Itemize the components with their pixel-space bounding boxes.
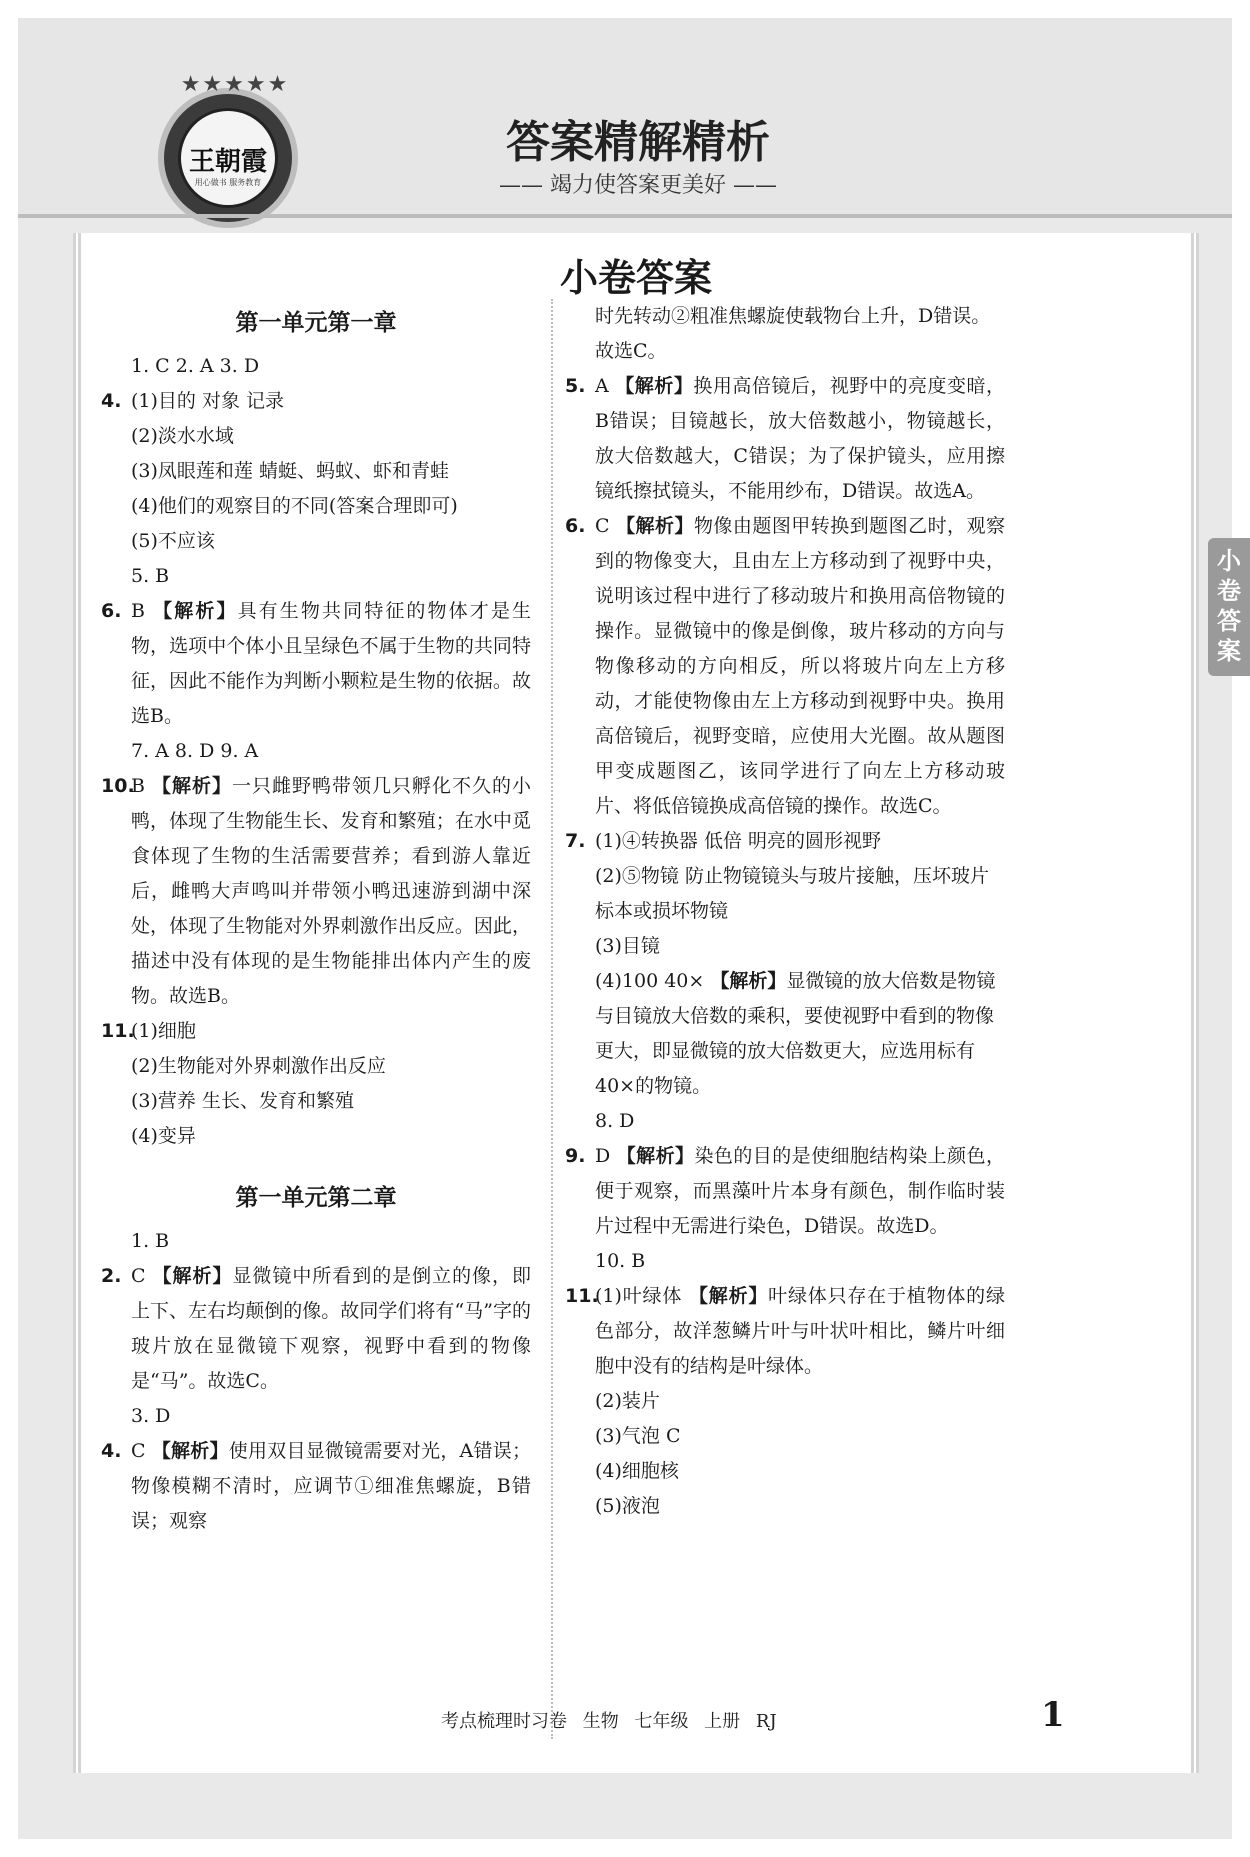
- right-column: [565, 299, 1005, 1524]
- answer-sub: (3)凤眼莲和莲 蜻蜓、蚂蚁、虾和青蛙: [131, 460, 449, 482]
- answer-sub: (5)液泡: [595, 1495, 660, 1517]
- answer-line: 3. D: [131, 1405, 171, 1427]
- answer-item: 10. B 【解析】一只雌野鸭带领几只孵化不久的小鸭，体现了生物能生长、发育和繁殖；在水中觅食体现了生物的生活需要营养；看到游人靠近后，雌鸭大声鸣叫并带领小鸭迅速游到湖中深处，体现了生物能对外界刺激作出反应。因此，描述中没有体现的是生物能排出体内产生的废物。故选B。: [101, 775, 531, 1007]
- answer-sub: (4)他们的观察目的不同(答案合理即可): [131, 495, 458, 517]
- answer-item: 11. (1)叶绿体 【解析】叶绿体只存在于植物体的绿色部分，故洋葱鳞片叶与叶状叶相比，鳞片叶细胞中没有的结构是叶绿体。: [565, 1285, 1005, 1377]
- section-title: 第一单元第二章: [235, 1185, 397, 1211]
- answer-sub: (3)目镜: [595, 935, 660, 957]
- answer-sub: (2)生物能对外界刺激作出反应: [131, 1055, 386, 1077]
- answer-line: 5. B: [131, 565, 170, 587]
- answer-item: 6. C 【解析】物像由题图甲转换到题图乙时，观察到的物像变大，且由左上方移动到了视野中央，说明该过程中进行了移动玻片和换用高倍物镜的操作。显微镜中的像是倒像，玻片移动的方向与物像移动的方向相反，所以将玻片向左上方移动，才能使物像由左上方移动到视野中央。换用高倍镜后，视野变暗，应使用大光圈。故从题图甲变成题图乙，该同学进行了向左上方移动玻片、将低倍镜换成高倍镜的操作。故选C。: [565, 515, 1005, 817]
- answer-sub: (4)100 40× 【解析】显微镜的放大倍数是物镜与目镜放大倍数的乘积，要使视野中看到的物像更大，即显微镜的放大倍数更大，应选用标有40×的物镜。: [595, 970, 996, 1097]
- left-column: [101, 299, 531, 1539]
- answer-sub: (4)细胞核: [595, 1460, 679, 1482]
- logo-brand: 王朝霞: [188, 147, 267, 177]
- answer-sub: (3)营养 生长、发育和繁殖: [131, 1090, 354, 1112]
- section-title: 第一单元第一章: [235, 310, 397, 336]
- answer-line: 7. A 8. D 9. A: [131, 740, 259, 762]
- answer-sub: (3)气泡 C: [595, 1425, 681, 1447]
- answer-sub: (5)不应该: [131, 530, 215, 552]
- answer-sub: (2)淡水水域: [131, 425, 234, 447]
- answer-item: 7. (1)④转换器 低倍 明亮的圆形视野: [565, 830, 881, 852]
- answer-item: 4. (1)目的 对象 记录: [101, 390, 284, 412]
- answer-line: 1. C 2. A 3. D: [131, 355, 260, 377]
- answer-item: 4. C 【解析】使用双目显微镜需要对光，A错误；物像模糊不清时，应调节①细准焦螺旋，B错误；观察: [101, 1440, 531, 1532]
- answer-item: 5. A 【解析】换用高倍镜后，视野中的亮度变暗，B错误；目镜越长，放大倍数越小，物镜越长，放大倍数越大，C错误；为了保护镜头，应用擦镜纸擦拭镜头，不能用纱布，D错误。故选A。: [565, 375, 1005, 502]
- answer-line: 1. B: [131, 1230, 170, 1252]
- answer-item: 11. (1)细胞: [101, 1020, 196, 1042]
- answer-item: 6. B 【解析】具有生物共同特征的物体才是生物，选项中个体小且呈绿色不属于生物的共同特征，因此不能作为判断小颗粒是生物的依据。故选B。: [101, 600, 531, 727]
- answer-continuation: 时先转动②粗准焦螺旋使载物台上升，D错误。故选C。: [595, 305, 991, 362]
- column-divider: [551, 299, 553, 1739]
- header: [18, 18, 1232, 218]
- answer-sub: (2)装片: [595, 1390, 660, 1412]
- page-subtitle: —— 竭力使答案更美好 ——: [499, 173, 777, 198]
- footer-text: 考点梳理时习卷 生物 七年级 上册 RJ: [441, 1711, 777, 1732]
- answer-sub: (4)变异: [131, 1125, 196, 1147]
- page-number: 1: [1041, 1695, 1065, 1735]
- answer-line: 8. D: [595, 1110, 635, 1132]
- answer-item: 2. C 【解析】显微镜中所看到的是倒立的像，即上下、左右均颠倒的像。故同学们将有“马”字的玻片放在显微镜下观察，视野中看到的物像是“马”。故选C。: [101, 1265, 531, 1392]
- side-tab: 小卷答案: [1208, 538, 1250, 676]
- logo-tag: 用心做书 服务教育: [194, 178, 262, 187]
- answer-line: 10. B: [595, 1250, 646, 1272]
- page-title: 答案精解精析: [506, 117, 770, 168]
- answer-item: 9. D 【解析】染色的目的是使细胞结构染上颜色，便于观察，而黑藻叶片本身有颜色，制作临时装片过程中无需进行染色，D错误。故选D。: [565, 1145, 1005, 1237]
- answer-content: [73, 233, 1199, 1773]
- logo-stars: ★★★★★: [180, 72, 290, 97]
- section-heading: 小卷答案: [559, 256, 712, 300]
- logo: [158, 72, 298, 228]
- answer-sub: (2)⑤物镜 防止物镜镜头与玻片接触，压坏玻片标本或损坏物镜: [595, 865, 989, 922]
- page: [18, 18, 1241, 1839]
